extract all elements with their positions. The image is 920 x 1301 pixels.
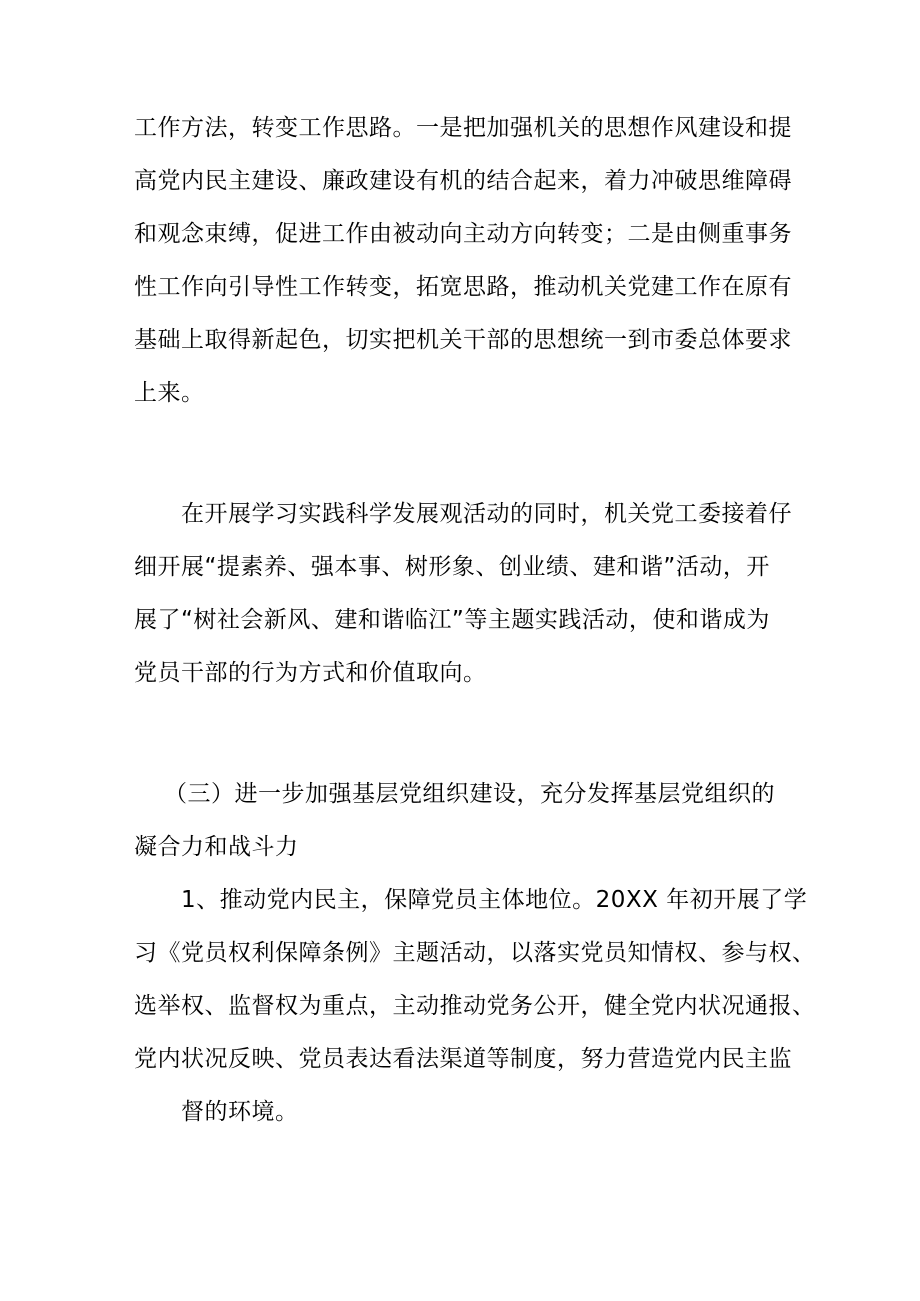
paragraph-3-line-1: 1、推动党内民主，保障党员主体地位。20XX 年初开展了学 (181, 887, 808, 913)
paragraph-1-line-3: 和观念束缚，促进工作由被动向主动方向转变；二是由侧重事务 (134, 221, 792, 247)
paragraph-2-line-2: 细开展“提素养、强本事、树形象、创业绩、建和谐”活动，开 (134, 554, 770, 580)
paragraph-1-line-5: 基础上取得新起色，切实把机关干部的思想统一到市委总体要求 (134, 327, 792, 353)
paragraph-3-line-2: 习《党员权利保障条例》主题活动，以落实党员知情权、参与权、 (134, 940, 816, 966)
paragraph-1-line-1: 工作方法，转变工作思路。一是把加强机关的思想作风建设和提 (134, 115, 792, 141)
paragraph-1-line-6: 上来。 (134, 380, 205, 406)
paragraph-1-line-2: 高党内民主建设、廉政建设有机的结合起来，着力冲破思维障碍 (134, 168, 792, 194)
paragraph-1-line-4: 性工作向引导性工作转变，拓宽思路，推动机关党建工作在原有 (134, 274, 792, 300)
paragraph-3-line-3: 选举权、监督权为重点，主动推动党务公开，健全党内状况通报、 (134, 993, 816, 1019)
paragraph-2-line-3: 展了“树社会新风、建和谐临江”等主题实践活动，使和谐成为 (134, 607, 770, 633)
paragraph-3-line-5: 督的环境。 (181, 1099, 299, 1125)
paragraph-3-line-4: 党内状况反映、党员表达看法渠道等制度，努力营造党内民主监 (134, 1046, 792, 1072)
section-heading-line-2: 凝合力和战斗力 (134, 834, 299, 860)
paragraph-2-line-1: 在开展学习实践科学发展观活动的同时，机关党工委接着仔 (181, 501, 792, 527)
paragraph-2-line-4: 党员干部的行为方式和价值取向。 (134, 660, 487, 686)
section-heading-line-1: （三）进一步加强基层党组织建设，充分发挥基层党组织的 (164, 781, 775, 807)
